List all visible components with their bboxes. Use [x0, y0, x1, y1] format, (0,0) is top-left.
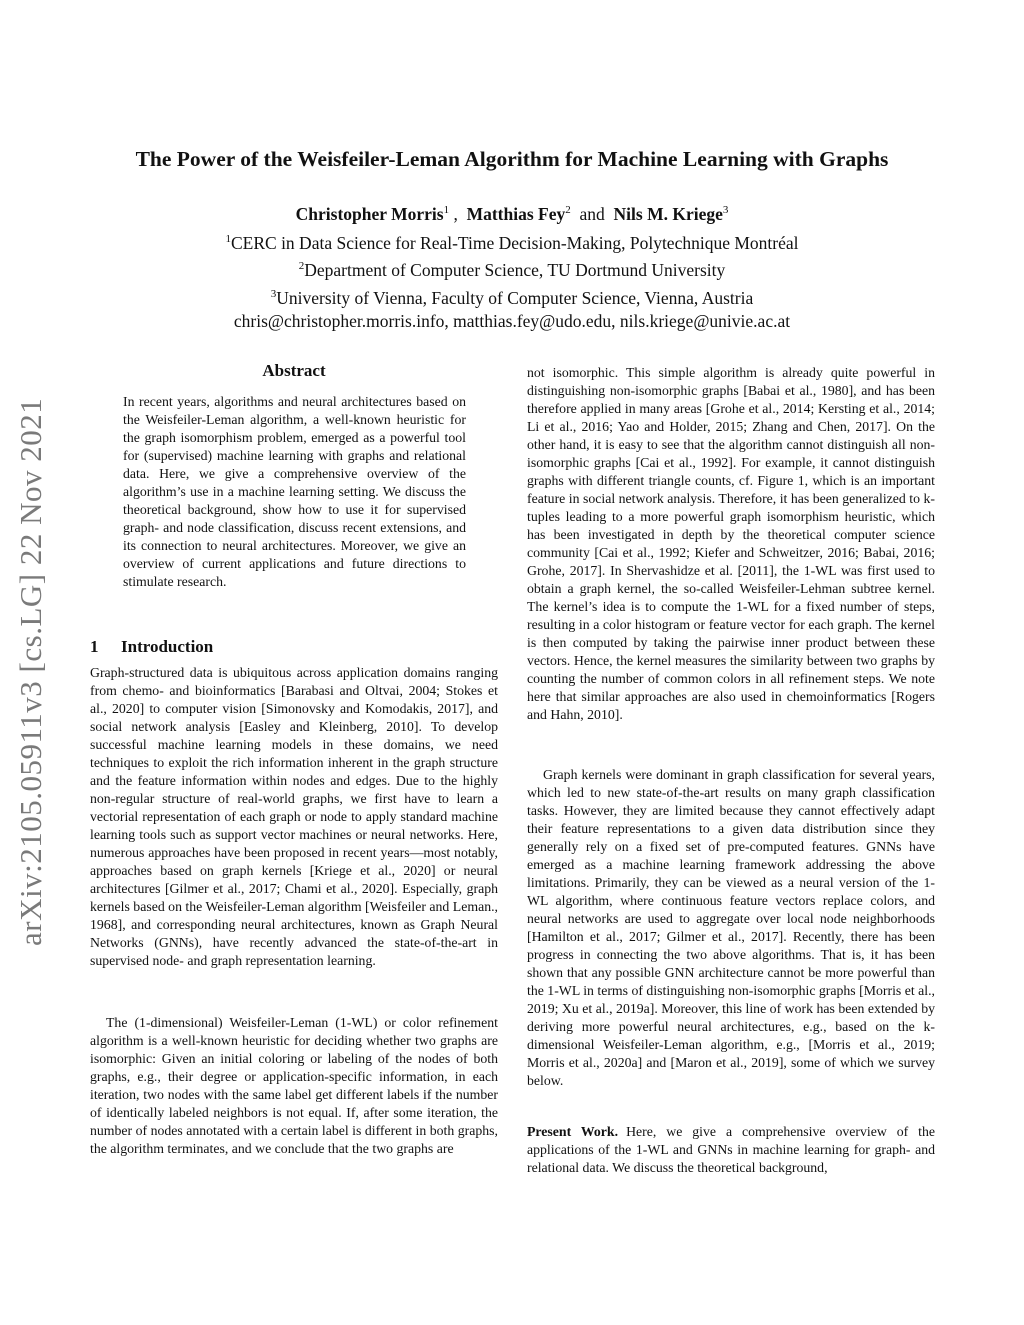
body-paragraph: The (1-dimensional) Weisfeiler-Leman (1-WL) or color refinement algorithm is a well-known heuristic for deciding whether two graphs are isomorphic: Given an initial coloring or labeling of the nodes of both graphs, e.g., their degree or application-specific information, in each iteration, two nodes with the same label get different labels if the number of identically labeled neighbors is not equal. If, after some iteration, the number of nodes annotated with a certain label is different in both graphs, the algorithm terminates, and we conclude that the two graphs are	[90, 1015, 498, 1156]
author-name: Matthias Fey	[466, 203, 566, 224]
body-paragraph: not isomorphic. This simple algorithm is already quite powerful in distinguishing non-isomorphic graphs [Babai et al., 1980], and has been therefore applied in many areas [Grohe et al., 2014; Kersting et al., 2014; Li et al., 2016; Yao and Holder, 2015; Zhang and Chen, 2017]. On the other hand, it is easy to see that the algorithm cannot distinguish all non-isomorphic graphs [Cai et al., 1992]. For example, it cannot distinguish graphs with different triangle counts, cf. Figure 1, which is an important feature in social network analysis. Therefore, it has been generalized to k-tuples leading to a more powerful graph isomorphism heuristic, which has been investigated in depth by the theoretical computer science community [Cai et al., 1992; Kiefer and Schweitzer, 2016; Babai, 2016; Grohe, 2017]. In Shervashidze et al. [2011], the 1-WL was first used to obtain a graph kernel, the so-called Weisfeiler-Lehman subtree kernel. The kernel’s idea is to compute the 1-WL for a fixed number of steps, resulting in a color histogram or feature vector for each graph. The kernel is then computed by taking the pairwise inner product between these vectors. Hence, the kernel measures the similarity between two graphs by counting the number of common colors in all refinement steps. We note here that similar approaches are also used in chemoinformatics [Rogers and Hahn, 2010].	[527, 365, 935, 722]
affiliation-text: University of Vienna, Faculty of Computer Science, Vienna, Austria	[276, 287, 754, 308]
paragraph-text: Here, we give a comprehensive overview of the applications of the 1-WL and GNNs in machine learning for graph- and relational data. We discuss the theoretical background,	[527, 1124, 936, 1175]
author-separator: and	[579, 203, 605, 224]
abstract-heading: Abstract	[262, 361, 326, 380]
paper-title: The Power of the Weisfeiler-Leman Algorithm for Machine Learning with Graphs	[135, 147, 889, 171]
author-emails: chris@christopher.morris.info, matthias.fey@udo.edu, nils.kriege@univie.ac.at	[233, 310, 791, 331]
affiliation-mark: 3	[270, 287, 277, 300]
affiliation-mark: 2	[298, 260, 305, 273]
author-list	[60, 199, 964, 225]
affiliation-line	[60, 228, 964, 255]
affiliation-text: Department of Computer Science, TU Dortmund University	[304, 260, 726, 281]
author-name: Christopher Morris	[295, 203, 444, 224]
paragraph-runin-heading: Present Work.	[527, 1124, 619, 1139]
body-paragraph: Graph-structured data is ubiquitous across application domains ranging from chemo- and bioinformatics [Barabasi and Oltvai, 2004; Stokes et al., 2020] to computer vision [Simonovsky and Komodakis, 2017], and social network analysis [Easley and Kleinberg, 2010]. To develop successful machine learning models in these domains, we need techniques to exploit the rich information inherent in the graph structure and the feature information within nodes and edges. Due to the highly non-regular structure of real-world graphs, we first have to learn a vectorial representation of each graph or node to apply standard machine learning tools such as support vector machines or neural networks. Here, numerous approaches have been proposed in recent years—most notably, approaches based on graph kernels [Kriege et al., 2020] or neural architectures [Gilmer et al., 2017; Chami et al., 2020]. Especially, graph kernels based on the Weisfeiler-Leman algorithm [Weisfeiler and Leman., 1968], and corresponding neural architectures, known as Graph Neural Networks (GNNs), have recently advanced the state-of-the-art in supervised node- and graph representation learning.	[90, 665, 498, 968]
present-work-paragraph	[527, 1123, 935, 1177]
affiliation-mark: 1	[225, 233, 231, 245]
author-affiliation-mark: 3	[722, 204, 729, 216]
author-separator: ,	[453, 203, 458, 224]
arxiv-identifier-text: arXiv:2105.05911v3 [cs.LG] 22 Nov 2021	[13, 397, 48, 946]
author-affiliation-mark: 1	[443, 204, 450, 216]
section-heading	[90, 637, 213, 657]
abstract-text: In recent years, algorithms and neural architectures based on the Weisfeiler-Leman algorithm, a well-known heuristic for the graph isomorphism problem, emerged as a powerful tool for (supervised) machine learning with graphs and relational data. Here, we give a comprehensive overview of the algorithm’s use in a machine learning setting. We discuss the theoretical background, show how to use it for supervised graph- and node classification, discuss recent extensions, and its connection to neural architectures. Moreover, we give an overview of current applications and future directions to stimulate research.	[123, 394, 466, 589]
arxiv-identifier-stamp	[10, 352, 52, 946]
section-title: Introduction	[121, 637, 214, 656]
body-paragraph: Graph kernels were dominant in graph classification for several years, which led to new state-of-the-art results on many graph classification tasks. However, they are limited because they cannot effectively adapt their feature representations to a given data distribution since they generally rely on a fixed set of pre-computed features. GNNs have emerged as a machine learning framework addressing the above limitations. Primarily, they can be viewed as a neural version of the 1-WL algorithm, where continuous feature vectors replace colors, and neural networks are used to aggregate over local node neighborhoods [Hamilton et al., 2017; Gilmer et al., 2017]. Recently, there has been progress in connecting the two above algorithms. That is, it has been shown that any possible GNN architecture cannot be more powerful than the 1-WL in terms of distinguishing non-isomorphic graphs [Morris et al., 2019; Xu et al., 2019a]. Moreover, this line of work has been extended by deriving more powerful neural architectures, e.g., based on the k-dimensional Weisfeiler-Leman algorithm, e.g., [Morris et al., 2019; Morris et al., 2020a] and [Maron et al., 2019], some of which we survey below.	[527, 767, 935, 1088]
affiliation-block	[60, 228, 964, 333]
affiliation-text: CERC in Data Science for Real-Time Decision-Making, Polytechnique Montréal	[230, 232, 799, 253]
affiliation-line	[60, 255, 964, 282]
section-number: 1	[90, 637, 99, 656]
author-affiliation-mark: 2	[565, 204, 571, 216]
affiliation-line	[60, 283, 964, 310]
author-name: Nils M. Kriege	[613, 203, 723, 224]
